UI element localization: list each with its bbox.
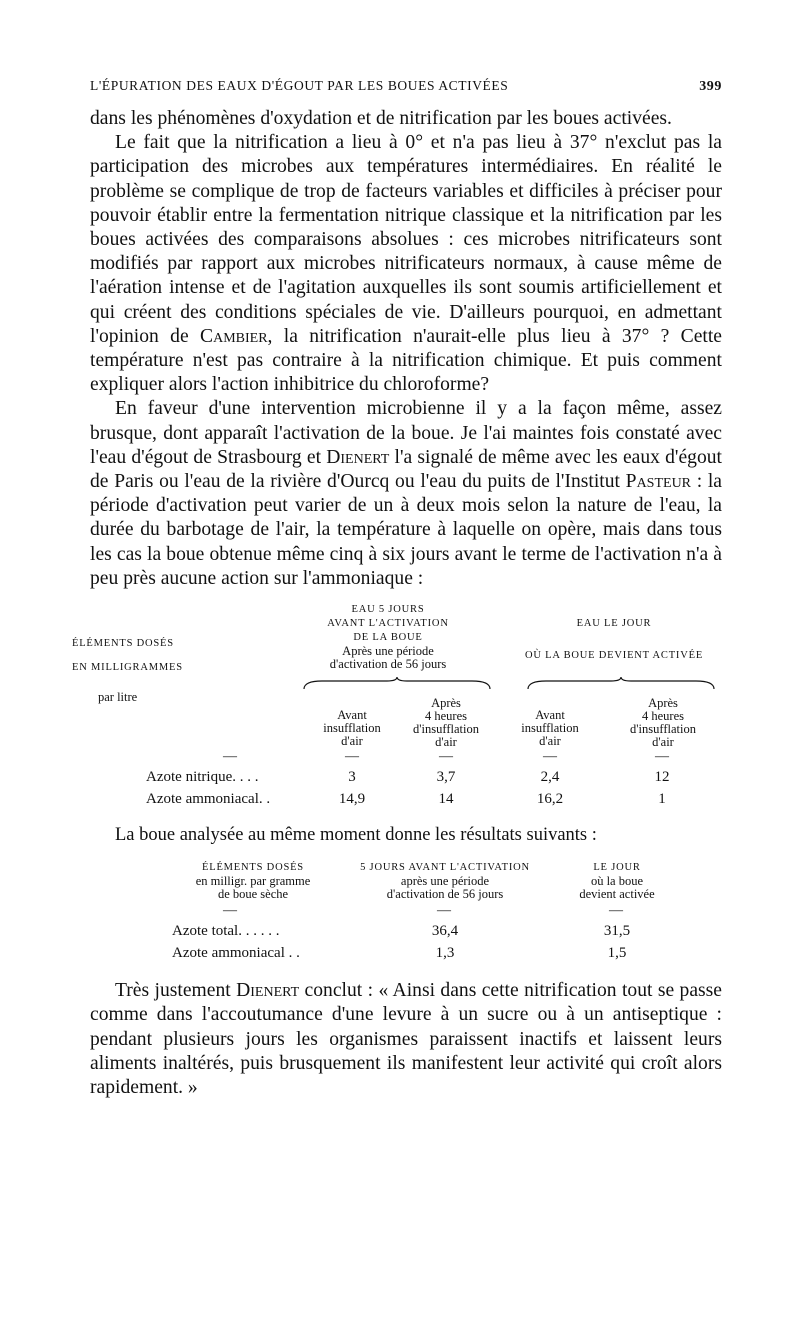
t1-label-line1: ÉLÉMENTS DOSÉS (72, 638, 174, 650)
paragraph-5-text-a: Très justement (115, 980, 237, 1002)
t1-subhead-2: Après 4 heures d'insufflation d'air (413, 696, 479, 750)
t1-label-line3: par litre (98, 690, 138, 705)
paragraph-3 (90, 397, 722, 591)
t1-row-2-label: Azote ammoniacal. . (146, 791, 271, 808)
paragraph-3-text-a: En faveur d'une intervention microbienne il y a la façon même, assez brusque, dont apparaît l'activation de la boue. Je l'ai maintes fois constaté avec l'eau d'égout de Strasbourg et (90, 398, 722, 468)
t1-row-2-v4: 1 (658, 791, 666, 808)
t2-row-2-v2: 1,5 (607, 945, 627, 962)
paragraph-5 (90, 979, 722, 1100)
table-1 (72, 601, 722, 823)
t1-row-1-v2: 3,7 (436, 769, 456, 786)
author-name-cambier: Cambier (200, 325, 268, 347)
paragraph-2-text-a: Le fait que la nitrification a lieu à 0° et n'a pas lieu à 37° n'exclut pas la participation des microbes aux températures intermédiaires. En réalité le problème se complique de trop de facteurs variables et difficiles à préciser pour pouvoir établir entre la fermentation nitrique classique et la nitrification par les boues activées des comparaisons absolues : ces microbes nitrificateurs sont modifiés par rapport aux microbes nitrificateurs normaux, à cause même de l'aération intense et de l'agitation auxquelles ils sont soumis artificiellement et qui créent des conditions spéciales de vie. D'ailleurs pourquoi, en admettant l'opinion de (90, 132, 722, 347)
institute-name-pasteur: Pasteur (625, 471, 692, 493)
t2-col0-header: ÉLÉMENTS DOSÉS en milligr. par gramme de boue sèche (195, 862, 311, 902)
t1-row-1-label: Azote nitrique. . . . (146, 769, 259, 786)
t1-row-1-v4: 12 (654, 769, 670, 786)
t2-row-2-label: Azote ammoniacal . . (172, 945, 300, 962)
page (72, 78, 723, 1100)
paragraph-3-text-c: : la période d'activation peut varier de un à deux mois selon la nature de l'eau, la durée du barbotage de l'air, la température à laquelle on opère, mais dans tous les cas la boue obtenue même cinq à six jours avant le terme de l'activation n'a à peu près aucune action sur l'ammoniaque : (90, 471, 723, 589)
t2-dash-2: — (609, 903, 623, 919)
paragraph-1: dans les phénomènes d'oxydation et de nitrification par les boues activées. (90, 108, 672, 129)
running-header (90, 78, 722, 95)
paragraph-2 (90, 131, 722, 397)
page-number: 399 (699, 79, 722, 94)
paragraph-2-text-b: , la nitrification n'aurait-elle plus lieu à 37° ? Cette température n'est pas contraire à la nitrification chimique. Et puis comment expliquer alors l'action inhibitrice du chloroforme? (90, 325, 723, 396)
t2-col2-header: LE JOUR où la boue devient activée (579, 862, 655, 902)
running-title: L'ÉPURATION DES EAUX D'ÉGOUT PAR LES BOUES ACTIVÉES (90, 78, 509, 93)
paragraph-4: La boue analysée au même moment donne les résultats suivants : (115, 825, 597, 846)
table-2 (90, 853, 722, 973)
author-name-dienert: Dienert (326, 446, 390, 468)
t1-row-1-v1: 3 (348, 769, 356, 786)
t1-subhead-3: Avant insufflation d'air (521, 708, 579, 749)
t1-group2-header: EAU LE JOUR OÙ LA BOUE DEVIENT ACTIVÉE (524, 618, 704, 662)
t1-subhead-4: Après 4 heures d'insufflation d'air (630, 696, 696, 750)
t1-subhead-1: Avant insufflation d'air (323, 708, 381, 749)
t1-dash-2: — (439, 749, 453, 765)
t2-row-1-label: Azote total. . . . . . (172, 923, 280, 940)
t1-brace-1 (302, 679, 492, 691)
t1-group1-header: EAU 5 JOURS AVANT L'ACTIVATION DE LA BOUE Après une période d'activation de 56 jours (327, 604, 449, 672)
t1-row-2-v1: 14,9 (338, 791, 366, 808)
t1-dash-1: — (345, 749, 359, 765)
paragraph-5-text-b: conclut : « Ainsi dans cette nitrification tout se passe comme dans l'accoutumance d'une levure à un sucre ou à un antiseptique : pendant plusieurs jours les organismes paraissent inactifs et laissent leurs aliments inaltérés, puis brusquement ils manifestent leur activité qui croît alors rapidement. » (90, 980, 722, 1099)
t1-row-2-v3: 16,2 (536, 791, 564, 808)
t2-row-2-v1: 1,3 (435, 945, 455, 962)
t1-brace-2 (526, 679, 716, 691)
t1-label-line2: EN MILLIGRAMMES (72, 662, 183, 674)
t1-dash-4: — (655, 749, 669, 765)
author-name-dienert-2: Dienert (236, 980, 300, 1002)
t2-row-1-v2: 31,5 (603, 923, 631, 940)
t2-dash-1: — (437, 903, 451, 919)
t1-dash-3: — (543, 749, 557, 765)
t2-row-1-v1: 36,4 (431, 923, 459, 940)
t1-row-1-v3: 2,4 (540, 769, 560, 786)
t2-col1-header: 5 JOURS AVANT L'ACTIVATION après une période d'activation de 56 jours (360, 862, 530, 902)
t2-dash-0: — (223, 903, 237, 919)
t1-dash-0: — (223, 749, 237, 765)
t1-row-2-v2: 14 (438, 791, 454, 808)
paragraph-3-text-b: l'a signalé de même avec les eaux d'égout de Paris ou l'eau de la rivière d'Ourcq ou l'eau du puits de l'Institut (90, 446, 722, 493)
